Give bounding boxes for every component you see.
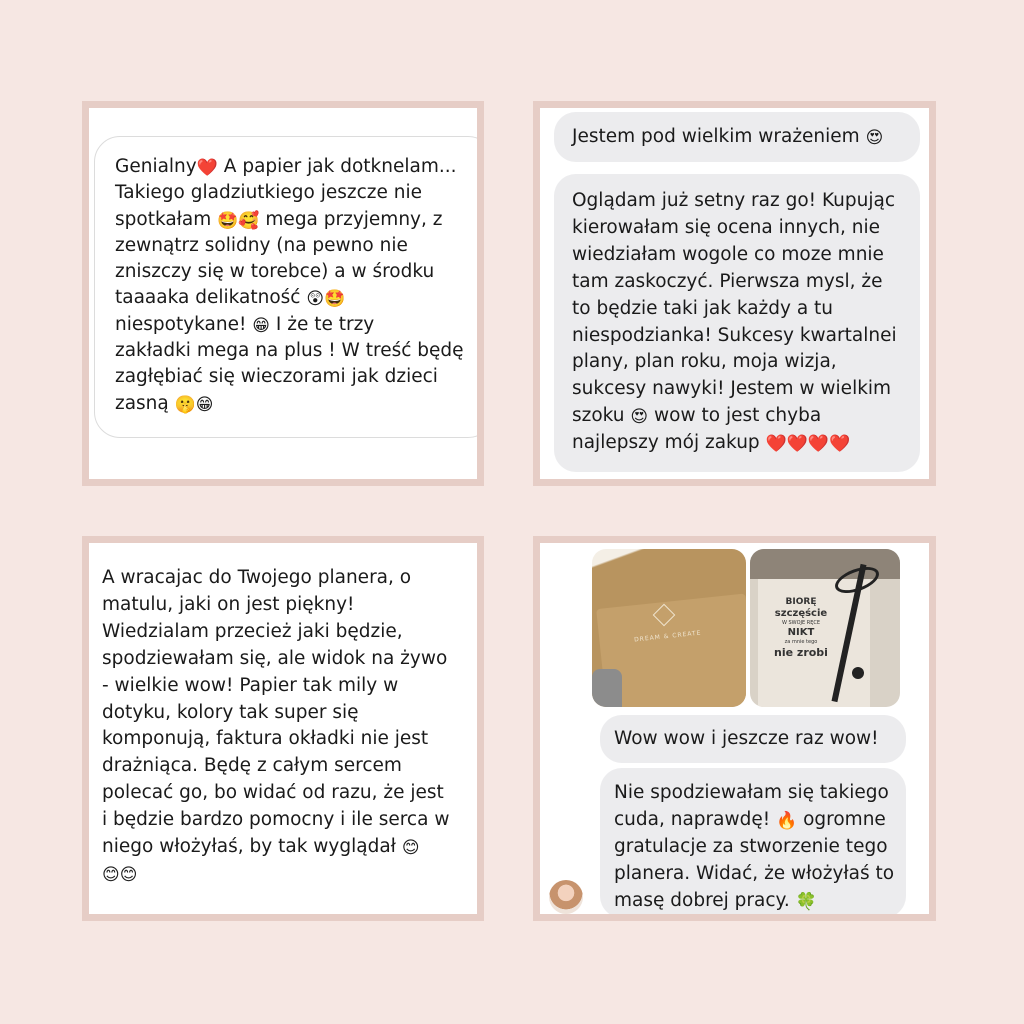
line-text: masę dobrej pracy. [614, 889, 796, 911]
avatar[interactable] [549, 880, 583, 914]
line-text: to będzie taki jak każdy a tu [572, 297, 834, 319]
text-line [115, 312, 464, 338]
text-line [102, 861, 449, 888]
line-text: najlepszy mój zakup [572, 432, 766, 454]
line-text: sukcesy nawyki! Jestem w wielkim [572, 378, 892, 400]
line-text: niego włożyłaś, by tak wyglądał [102, 836, 402, 858]
line-text: kierowałam się ocena innych, nie [572, 216, 881, 238]
quote-line: NIKT [787, 627, 815, 638]
quote-line: szczęście [774, 608, 828, 619]
line-text: A papier jak dotknelam... [217, 156, 457, 177]
text-line [102, 834, 449, 861]
text-line [115, 285, 464, 311]
line-text: Oglądam już setny raz go! Kupując [572, 190, 895, 211]
quote-line: W SWOJE RĘCE [781, 620, 821, 626]
text-line [572, 296, 897, 323]
text-line [102, 673, 449, 700]
line-text: spotkałam [115, 208, 218, 230]
line-text: taaaaka delikatność [115, 287, 307, 309]
text-line [115, 391, 464, 417]
line-text: polecać go, bo widać od razu, że jest [102, 782, 444, 804]
line-text: komponują, faktura okładki nie jest [102, 728, 429, 750]
message-2-text [572, 188, 897, 457]
message-bubble-2 [554, 174, 920, 472]
text-line [102, 565, 449, 592]
text-line [572, 269, 897, 296]
line-text: drażniąca. Będę z całym sercem [102, 755, 402, 777]
line-text: wow to jest chyba [648, 405, 822, 427]
line-text: plany, plan roku, moja wizja, [572, 351, 837, 373]
line-text: spodziewałam się, ale widok na żywo [102, 647, 448, 669]
planner-photo[interactable] [592, 549, 746, 707]
line-text: planera. Widać, że włożyłaś to [614, 862, 895, 884]
text-line [572, 376, 897, 403]
line-text: mega przyjemny, z [259, 208, 443, 230]
line-text: cuda, naprawdę! [614, 808, 777, 830]
line-text: zakładki mega na plus ! W treść będę [115, 340, 464, 362]
line-text: zasną [115, 392, 175, 414]
review-card-4 [533, 536, 936, 921]
text-line [572, 188, 897, 215]
message-2-text [614, 780, 894, 915]
review-card-3 [82, 536, 484, 921]
line-text: - wielkie wow! Papier tak mily w [102, 674, 399, 696]
text-line [614, 807, 894, 834]
review-1-text [115, 154, 464, 417]
emoji-icon: 😲🤩 [306, 289, 346, 310]
emoji-icon: 🍀 [795, 891, 817, 912]
gift-box-photo[interactable] [750, 549, 900, 707]
text-line [102, 753, 449, 780]
text-line [614, 861, 894, 888]
emoji-icon: ❤️❤️❤️❤️ [765, 434, 851, 455]
line-text: I że te trzy [270, 313, 375, 335]
text-line [572, 430, 897, 457]
line-text: Wiedzialam przecież jaki będzie, [102, 620, 403, 642]
text-line [115, 338, 464, 364]
review-card-2 [533, 101, 936, 486]
text-line [115, 154, 464, 180]
text-line [102, 619, 449, 646]
text-line [115, 233, 464, 259]
text-line [572, 215, 897, 242]
review-3-text [102, 565, 449, 888]
emoji-icon: 🔥 [776, 810, 798, 831]
line-text: A wracajac do Twojego planera, o [102, 567, 412, 588]
line-text: Takiego gladziutkiego jeszcze nie [115, 182, 422, 204]
text-line [614, 888, 894, 915]
text-line [102, 700, 449, 727]
quote-card-text [764, 597, 838, 659]
emoji-icon: 😁 [252, 315, 271, 336]
message-bubble-1 [600, 715, 906, 763]
line-text: niespotykane! [115, 313, 253, 335]
line-text: zagłębiać się wieczorami jak dzieci [115, 366, 438, 388]
text-line [115, 364, 464, 390]
emoji-icon: 😊 [401, 838, 420, 859]
line-text: zewnątrz solidny (na pewno nie [115, 234, 408, 256]
text-line [572, 323, 897, 350]
text-line [102, 592, 449, 619]
line-text: Nie spodziewałam się takiego [614, 782, 889, 803]
text-line [102, 807, 449, 834]
line-text: ogromne [797, 808, 886, 830]
quote-line: BIORĘ [785, 597, 817, 607]
emoji-icon: 😍 [630, 407, 649, 428]
emoji-icon: 😊😊 [102, 864, 138, 885]
text-line [102, 726, 449, 753]
message-bubble-2 [600, 768, 906, 918]
line-text: gratulacje za stworzenie tego [614, 835, 888, 857]
quote-line: za mnie tego [784, 639, 818, 645]
line-text: wiedziałam wogole co moze mnie [572, 243, 884, 265]
review-card-1 [82, 101, 484, 486]
text-line [572, 403, 897, 430]
text-line [614, 834, 894, 861]
emoji-icon: 🤫😁 [174, 394, 214, 415]
text-line [572, 242, 897, 269]
line-text: i będzie bardzo pomocny i ile serca w [102, 809, 450, 831]
text-line [102, 646, 449, 673]
quote-line: nie zrobi [774, 646, 828, 659]
line-text: Genialny [115, 156, 197, 177]
line-text: szoku [572, 405, 631, 427]
line-text: zniszczy się w torebce) a w środku [115, 261, 435, 283]
line-text: tam zaskoczyć. Pierwsza mysl, że [572, 270, 883, 292]
line-text: niespodzianka! Sukcesy kwartalnei [572, 324, 897, 346]
text-line [115, 259, 464, 285]
text-line [102, 780, 449, 807]
text-line [115, 180, 464, 206]
text-line [572, 349, 897, 376]
message-bubble-1 [554, 112, 920, 162]
emoji-icon: ❤️ [196, 158, 218, 178]
emoji-icon: 🤩🥰 [217, 210, 260, 231]
text-line [614, 780, 894, 807]
line-text: matulu, jaki on jest piękny! [102, 593, 355, 615]
heart-eyes-emoji: 😍 [865, 128, 884, 148]
line-text: dotyku, kolory tak super się [102, 701, 359, 723]
message-1-text: Wow wow i jeszcze raz wow! [614, 728, 879, 749]
planner-cover-text: DREAM & CREATE [633, 629, 702, 644]
text-line [115, 207, 464, 233]
message-1-text: Jestem pod wielkim wrażeniem 😍 [572, 126, 884, 148]
